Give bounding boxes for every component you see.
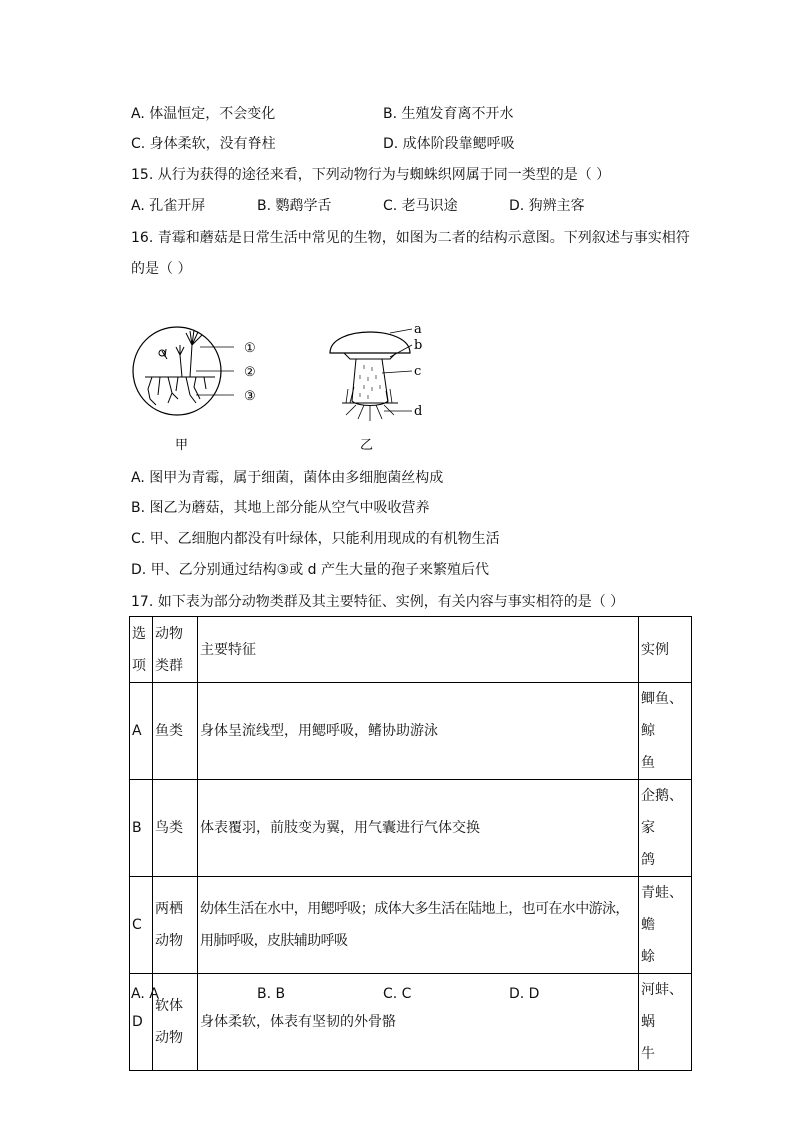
q17-option-b[interactable]: B. B — [257, 986, 286, 1002]
jia-label-1: ① — [244, 341, 256, 356]
row-example: 鲫鱼、鲸 鱼 — [639, 683, 692, 780]
q15-stem: 15. 从行为获得的途径来看，下列动物行为与蜘蛛织网属于同一类型的是（ ） — [131, 167, 611, 183]
table-header-row — [130, 617, 692, 683]
yi-caption: 乙 — [360, 438, 374, 453]
row-option: B — [130, 780, 153, 877]
q16-stem-line1: 16. 青霉和蘑菇是日常生活中常见的生物，如图为二者的结构示意图。下列叙述与事实相符 — [131, 230, 690, 246]
yi-label-c: c — [414, 364, 422, 379]
jia-label-3: ③ — [244, 389, 256, 404]
q14-option-b[interactable]: B. 生殖发育离不开水 — [383, 106, 514, 122]
row-group: 鸟类 — [153, 780, 198, 877]
q15-option-a[interactable]: A. 孔雀开屏 — [131, 198, 206, 214]
jia-label-2: ② — [244, 365, 256, 380]
row-example: 河蚌、蜗 牛 — [639, 974, 692, 1071]
q16-option-d[interactable]: D. 甲、乙分别通过结构③或 d 产生大量的孢子来繁殖后代 — [131, 562, 490, 578]
row-group: 鱼类 — [153, 683, 198, 780]
row-example: 青蛙、蟾 蜍 — [639, 877, 692, 974]
row-feature: 幼体生活在水中，用鳃呼吸；成体大多生活在陆地上，也可在水中游泳， 用肺呼吸，皮肤辅助呼吸 — [198, 877, 639, 974]
q16-figure — [120, 315, 440, 455]
header-example: 实例 — [639, 617, 692, 683]
q15-option-c[interactable]: C. 老马识途 — [383, 198, 458, 214]
row-feature: 身体柔软，体表有坚韧的外骨骼 — [198, 974, 639, 1071]
row-option: C — [130, 877, 153, 974]
mushroom-diagram — [330, 322, 422, 453]
q14-option-a[interactable]: A. 体温恒定，不会变化 — [131, 106, 276, 122]
q16-option-c[interactable]: C. 甲、乙细胞内都没有叶绿体，只能利用现成的有机物生活 — [131, 531, 500, 547]
q15-option-d[interactable]: D. 狗辨主客 — [509, 198, 585, 214]
header-option: 选 项 — [130, 617, 153, 683]
header-feature: 主要特征 — [198, 617, 639, 683]
yi-label-b: b — [414, 338, 423, 353]
row-group: 软体 动物 — [153, 974, 198, 1071]
yi-label-a: a — [414, 322, 422, 337]
table-row — [130, 683, 692, 780]
q14-option-d[interactable]: D. 成体阶段靠鳃呼吸 — [383, 136, 515, 152]
header-group: 动物 类群 — [153, 617, 198, 683]
table-row — [130, 877, 692, 974]
animal-groups-table — [129, 616, 692, 1071]
jia-caption: 甲 — [175, 438, 189, 453]
row-feature: 身体呈流线型，用鳃呼吸，鳍协助游泳 — [198, 683, 639, 780]
q15-option-b[interactable]: B. 鹦鹉学舌 — [257, 198, 332, 214]
row-option: A — [130, 683, 153, 780]
q17-stem: 17. 如下表为部分动物类群及其主要特征、实例，有关内容与事实相符的是（ ） — [131, 594, 625, 610]
yi-label-d: d — [414, 404, 423, 419]
row-option: D — [130, 974, 153, 1071]
q17-option-a[interactable]: A. A — [131, 986, 159, 1002]
q16-stem-line2: 的是（ ） — [131, 261, 192, 277]
row-feature: 体表覆羽，前肢变为翼，用气囊进行气体交换 — [198, 780, 639, 877]
q17-option-d[interactable]: D. D — [509, 986, 540, 1002]
row-group: 两栖 动物 — [153, 877, 198, 974]
penicillium-diagram — [133, 327, 256, 453]
q16-option-a[interactable]: A. 图甲为青霉，属于细菌，菌体由多细胞菌丝构成 — [131, 470, 444, 486]
q14-option-c[interactable]: C. 身体柔软，没有脊柱 — [131, 136, 276, 152]
q16-option-b[interactable]: B. 图乙为蘑菇，其地上部分能从空气中吸收营养 — [131, 500, 430, 516]
q17-option-c[interactable]: C. C — [383, 986, 412, 1002]
table-row — [130, 780, 692, 877]
row-example: 企鹅、家 鸽 — [639, 780, 692, 877]
